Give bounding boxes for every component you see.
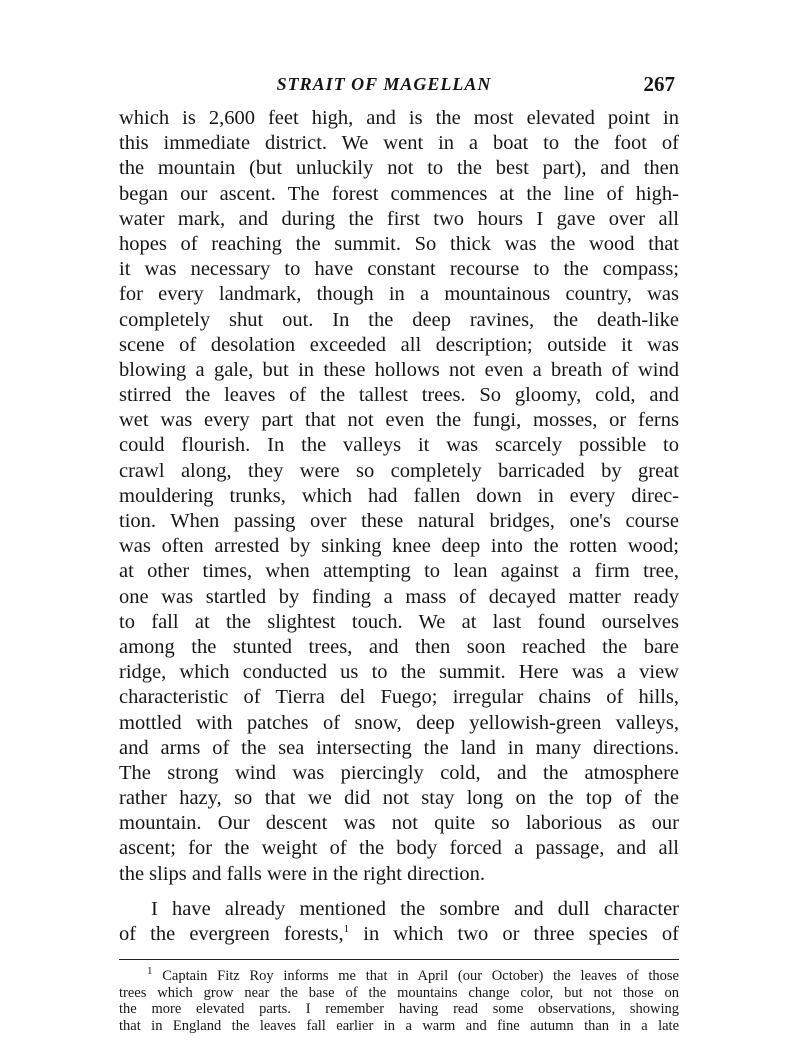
paragraph-1-line: began our ascent. The forest commences at the line of high- [119, 182, 679, 205]
paragraph-1-line: scene of desolation exceeded all description; outside it was [119, 333, 679, 356]
paragraph-1-line: mountain. Our descent was not quite so laborious as our [119, 812, 679, 835]
paragraph-1-line: could flourish. In the valleys it was scarcely possible to [119, 434, 679, 457]
paragraph-1-line: and arms of the sea intersecting the land in many directions. [119, 736, 679, 759]
footnote-line: trees which grow near the base of the mountains change color, but not those on [119, 984, 679, 1001]
page-number: 267 [643, 72, 675, 96]
paragraph-2-line-2-start: of the evergreen forests, [119, 923, 344, 945]
paragraph-2-line-2-end: in which two or three species of [349, 923, 680, 945]
paragraph-2 [119, 897, 679, 947]
paragraph-1-line: The strong wind was piercingly cold, and the atmosphere [119, 761, 679, 784]
paragraph-1-line: ridge, which conducted us to the summit. Here was a view [119, 661, 679, 684]
paragraph-1-line: which is 2,600 feet high, and is the most elevated point in [119, 107, 679, 129]
paragraph-1-line: one was startled by finding a mass of decayed matter ready [119, 585, 679, 608]
paragraph-1-line: hopes of reaching the summit. So thick was the wood that [119, 232, 679, 255]
paragraph-1-line: tion. When passing over these natural bridges, one's course [119, 510, 679, 532]
footnote-divider [119, 959, 679, 960]
paragraph-1-line: among the stunted trees, and then soon reached the bare [119, 635, 679, 658]
book-page [119, 74, 679, 1034]
paragraph-1-line: stirred the leaves of the tallest trees. So gloomy, cold, and [119, 384, 679, 407]
running-title: STRAIT OF MAGELLAN [276, 74, 492, 94]
paragraph-1-line: it was necessary to have constant recourse to the compass; [119, 258, 679, 281]
paragraph-1-line: the mountain (but unluckily not to the best part), and then [119, 157, 679, 180]
running-head [119, 74, 679, 104]
paragraph-1-line: characteristic of Tierra del Fuego; irregular chains of hills, [119, 686, 679, 709]
paragraph-1-line: was often arrested by sinking knee deep into the rotten wood; [119, 535, 679, 558]
paragraph-1 [119, 106, 679, 887]
paragraph-1-line: crawl along, they were so completely barricaded by great [119, 459, 679, 482]
paragraph-1-line: mouldering trunks, which had fallen down in every direc- [119, 484, 679, 507]
footnote [119, 965, 679, 1034]
paragraph-1-line: for every landmark, though in a mountainous country, was [119, 283, 679, 306]
paragraph-1-line: ascent; for the weight of the body forced a passage, and all [119, 837, 679, 860]
paragraph-1-line: blowing a gale, but in these hollows not even a breath of wind [119, 358, 679, 381]
footnote-line-1 [119, 965, 679, 985]
paragraph-1-line: water mark, and during the first two hours I gave over all [119, 207, 679, 230]
footnote-line: the more elevated parts. I remember having read some observations, showing [119, 1001, 679, 1018]
paragraph-1-line: at other times, when attempting to lean against a firm tree, [119, 560, 679, 583]
paragraph-1-line: mottled with patches of snow, deep yellowish-green valleys, [119, 711, 679, 734]
paragraph-2-line-1: I have already mentioned the sombre and dull character [151, 897, 679, 920]
paragraph-1-line: this immediate district. We went in a boat to the foot of [119, 132, 679, 155]
paragraph-2-line-2 [119, 922, 679, 947]
footnote-reference: 1 [343, 923, 350, 936]
paragraph-1-line: wet was every part that not even the fungi, mosses, or ferns [119, 409, 679, 432]
body-text [119, 106, 679, 947]
paragraph-1-line: to fall at the slightest touch. We at last found ourselves [119, 610, 679, 633]
footnote-line-1-text: Captain Fitz Roy informs me that in April (our October) the leaves of those [152, 968, 679, 985]
paragraph-1-line: completely shut out. In the deep ravines, the death-like [119, 308, 679, 331]
paragraph-1-line: rather hazy, so that we did not stay long on the top of the [119, 787, 679, 810]
footnote-mark: 1 [147, 965, 153, 978]
paragraph-1-line: the slips and falls were in the right direction. [119, 862, 486, 885]
footnote-line: that in England the leaves fall earlier in a warm and fine autumn than in a late [119, 1017, 679, 1034]
